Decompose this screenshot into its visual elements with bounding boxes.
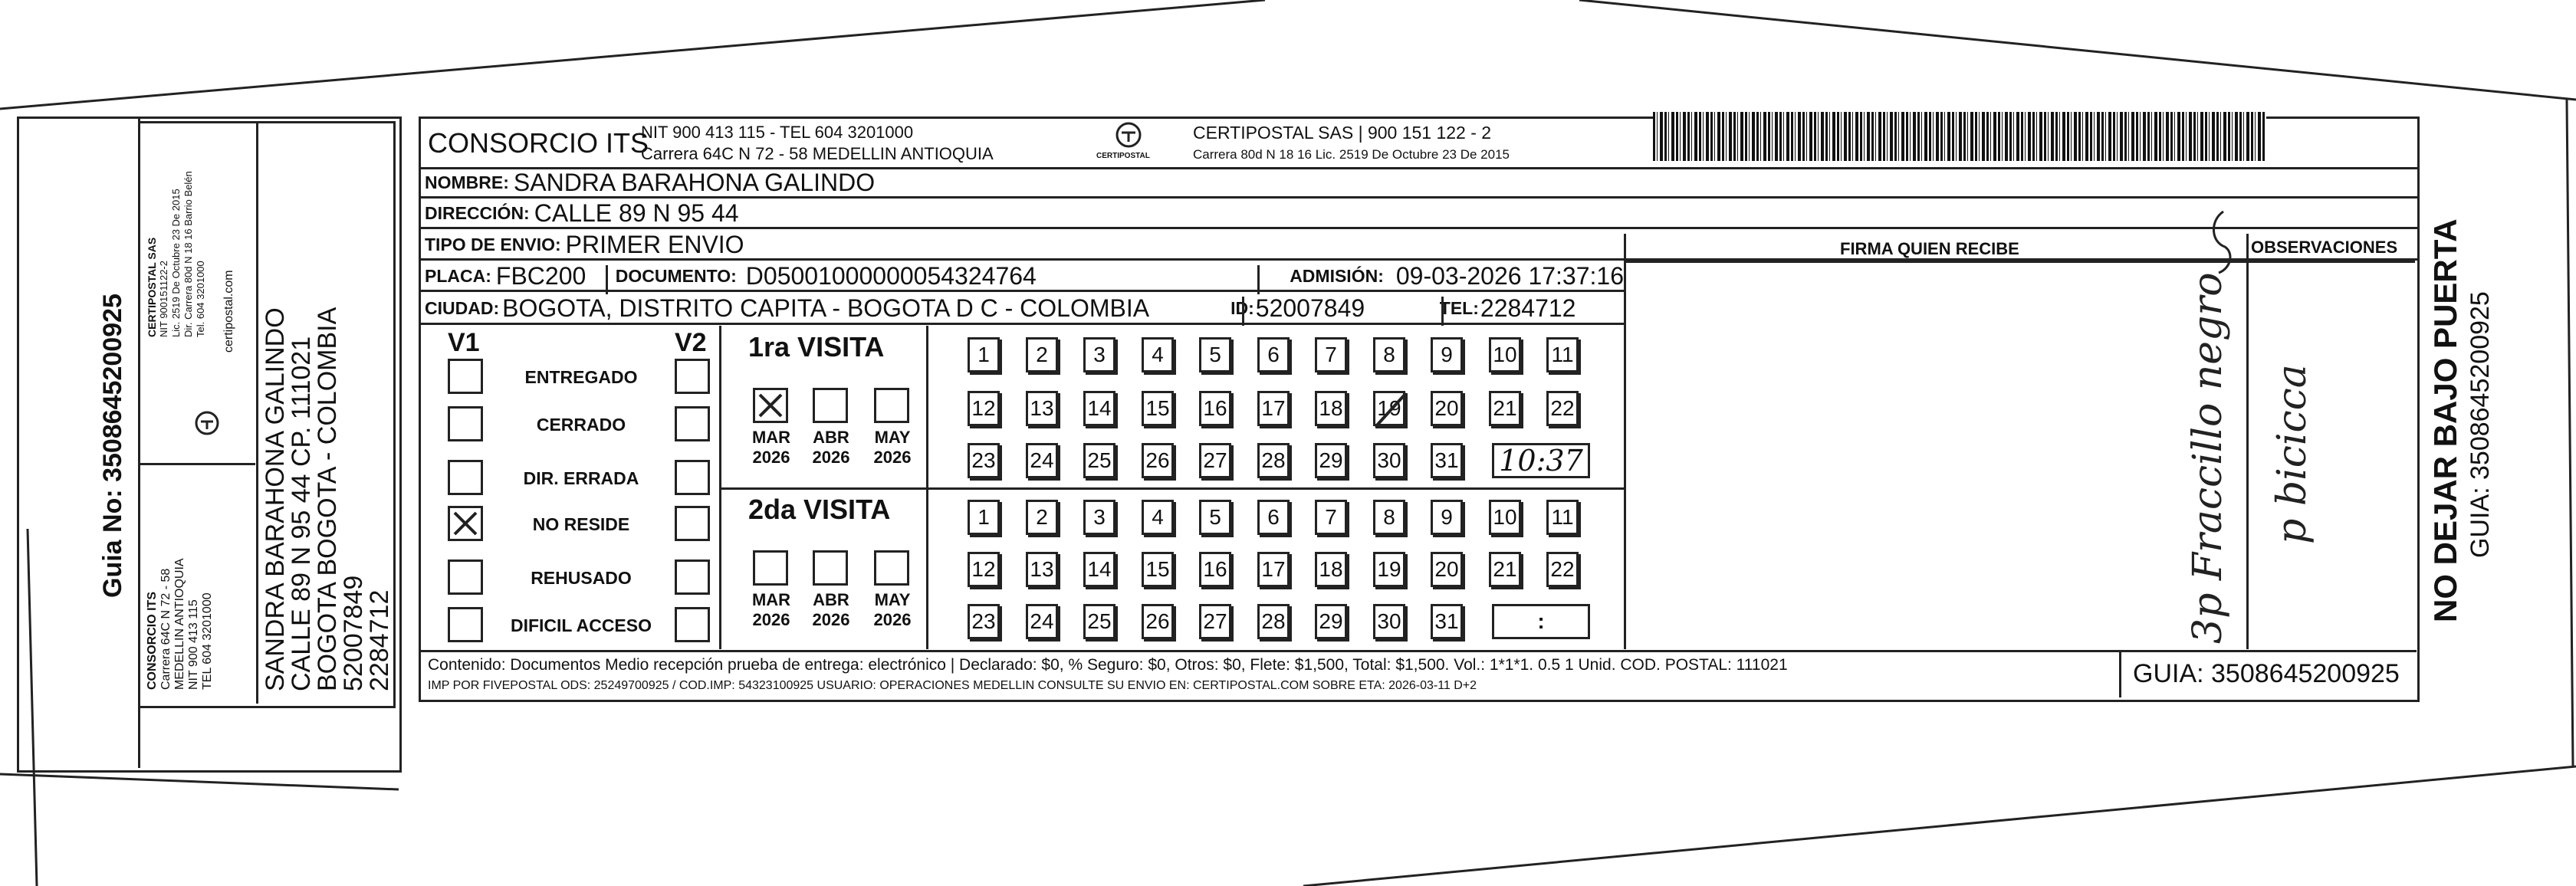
company-name: CONSORCIO ITS bbox=[428, 127, 649, 159]
footer-guia: GUIA: 3508645200925 bbox=[2133, 659, 2400, 688]
v1-checkbox[interactable] bbox=[448, 506, 483, 541]
handwritten-stroke bbox=[2208, 207, 2239, 276]
day-box[interactable]: 4 bbox=[1142, 337, 1174, 372]
sender-line: CONSORCIO ITS bbox=[146, 591, 159, 690]
v1-heading: V1 bbox=[448, 328, 480, 357]
day-strike-mark bbox=[1372, 390, 1409, 435]
day-box[interactable]: 1 bbox=[968, 500, 1000, 535]
envelope-address-divider bbox=[140, 463, 255, 465]
nombre-value: SANDRA BARAHONA GALINDO bbox=[513, 169, 876, 196]
day-box[interactable]: 27 bbox=[1199, 443, 1231, 478]
day-box[interactable]: 11 bbox=[1546, 500, 1579, 535]
second-visit-time[interactable]: : bbox=[1492, 604, 1590, 639]
month-year: 2026 bbox=[812, 610, 850, 629]
month-name: MAY bbox=[874, 590, 911, 609]
month-checkbox[interactable] bbox=[753, 550, 788, 586]
placa-value: FBC200 bbox=[495, 262, 586, 290]
documento-value: D05001000000054324764 bbox=[745, 262, 1037, 290]
footer-contenido: Contenido: Documentos Medio recepción prueba de entrega: electrónico | Declarado: $0, % Seguro: $0, Otros: $0, Flete: $1,500, Total: $1,500. Vol.: 1*1*1. 0.5 1 Unid. COD. POSTAL: 111021 bbox=[428, 656, 1788, 674]
day-box[interactable]: 16 bbox=[1199, 391, 1231, 426]
sender-line: Carrera 64C N 72 - 58 bbox=[159, 568, 172, 690]
row-placa bbox=[420, 263, 1624, 292]
courier-line: Tel. 604 3201000 bbox=[195, 261, 206, 337]
handwritten-note-1: 3p Fraccillo negro bbox=[2185, 272, 2231, 644]
observaciones-divider bbox=[2246, 234, 2249, 649]
day-box[interactable]: 8 bbox=[1373, 337, 1405, 372]
v1-checkbox[interactable] bbox=[448, 607, 483, 642]
v2-checkbox[interactable] bbox=[675, 460, 710, 495]
tipo-label: TIPO DE ENVIO: bbox=[425, 235, 561, 254]
id-divider bbox=[1242, 297, 1244, 326]
nombre-label: NOMBRE: bbox=[425, 172, 509, 192]
reason-label: CERRADO bbox=[536, 415, 626, 435]
month-year: 2026 bbox=[873, 448, 912, 467]
reason-label: DIR. ERRADA bbox=[523, 468, 639, 488]
day-box[interactable]: 8 bbox=[1373, 500, 1405, 535]
day-box[interactable]: 24 bbox=[1026, 604, 1058, 639]
day-box[interactable]: 16 bbox=[1199, 552, 1231, 587]
month-label bbox=[868, 428, 917, 468]
admision-value: 09-03-2026 17:37:16 bbox=[1395, 262, 1624, 290]
day-box[interactable]: 1 bbox=[968, 337, 1000, 372]
day-box[interactable]: 6 bbox=[1257, 500, 1290, 535]
tipo-value: PRIMER ENVIO bbox=[565, 231, 744, 258]
courier-address: Carrera 80d N 18 16 Lic. 2519 De Octubre 23 De 2015 bbox=[1193, 147, 1510, 162]
side-guia-number: GUIA: 3508645200925 bbox=[2466, 291, 2495, 558]
day-box[interactable]: 7 bbox=[1315, 500, 1347, 535]
footer-imp: IMP POR FIVEPOSTAL ODS: 25249700925 / COD.IMP: 54323100925 USUARIO: OPERACIONES MEDELLIN CONSULTE SU ENVIO EN: CERTIPOSTAL.COM SOBRE ETA: 2026-03-11 D+2 bbox=[428, 679, 1477, 692]
fields-right-divider bbox=[1624, 234, 1626, 649]
day-box[interactable]: 4 bbox=[1142, 500, 1174, 535]
v2-checkbox[interactable] bbox=[675, 359, 710, 394]
day-box[interactable]: 25 bbox=[1083, 443, 1116, 478]
day-box[interactable]: 22 bbox=[1546, 391, 1579, 426]
courier-line: CERTIPOSTAL SAS bbox=[146, 237, 158, 337]
day-box[interactable]: 20 bbox=[1431, 391, 1463, 426]
day-box[interactable]: 19 bbox=[1373, 391, 1405, 426]
day-box[interactable]: 13 bbox=[1026, 391, 1058, 426]
courier-line: Dir. Carrera 80d N 18 16 Barrio Belén bbox=[182, 171, 194, 337]
month-label bbox=[747, 590, 796, 630]
day-box[interactable]: 29 bbox=[1315, 443, 1347, 478]
day-box[interactable]: 5 bbox=[1199, 500, 1231, 535]
day-box[interactable]: 23 bbox=[968, 604, 1000, 639]
first-visit-time[interactable]: 10:37 bbox=[1492, 443, 1590, 478]
tel-divider bbox=[1441, 297, 1444, 326]
day-box[interactable]: 30 bbox=[1373, 604, 1405, 639]
signature-header-line bbox=[1625, 261, 2415, 263]
day-box[interactable]: 2 bbox=[1026, 337, 1058, 372]
admision-label: ADMISIÓN: bbox=[1290, 266, 1384, 286]
month-name: MAR bbox=[751, 590, 791, 609]
certipostal-logo-icon bbox=[190, 406, 224, 440]
company-address: Carrera 64C N 72 - 58 MEDELLIN ANTIOQUIA bbox=[641, 144, 994, 163]
recipient-line: CALLE 89 N 95 44 CP. 111021 bbox=[287, 336, 316, 691]
tel-label: TEL: bbox=[1439, 298, 1479, 318]
month-label bbox=[868, 590, 917, 630]
reason-label: ENTREGADO bbox=[524, 367, 638, 387]
day-box[interactable]: 19 bbox=[1373, 552, 1405, 587]
admision-divider bbox=[1257, 265, 1260, 294]
courier-line: NIT 900151122-2 bbox=[158, 261, 169, 337]
day-box[interactable]: 7 bbox=[1315, 337, 1347, 372]
day-box[interactable]: 28 bbox=[1257, 443, 1290, 478]
placa-divider bbox=[606, 265, 608, 294]
row-nombre bbox=[420, 167, 2418, 199]
v2-checkbox[interactable] bbox=[675, 506, 710, 541]
recipient-line: SANDRA BARAHONA GALINDO bbox=[261, 307, 290, 691]
courier-name: CERTIPOSTAL SAS | 900 151 122 - 2 bbox=[1193, 123, 1492, 143]
day-box[interactable]: 17 bbox=[1257, 391, 1290, 426]
month-checkbox[interactable] bbox=[753, 388, 788, 423]
day-box[interactable]: 21 bbox=[1489, 552, 1521, 587]
footer-top-line bbox=[420, 650, 2417, 652]
day-box[interactable]: 2 bbox=[1026, 500, 1058, 535]
day-box[interactable]: 26 bbox=[1142, 443, 1174, 478]
day-box[interactable]: 30 bbox=[1373, 443, 1405, 478]
month-year: 2026 bbox=[752, 610, 790, 629]
day-box[interactable]: 10 bbox=[1489, 500, 1521, 535]
sender-line: TEL 604 3201000 bbox=[201, 592, 214, 690]
observaciones-label: OBSERVACIONES bbox=[2251, 238, 2398, 257]
envelope-guia-number: Guia No: 3508645200925 bbox=[98, 294, 127, 598]
id-label: ID: bbox=[1230, 298, 1254, 318]
v1-checkbox[interactable] bbox=[448, 406, 483, 441]
no-dejar-bajo-puerta: NO DEJAR BAJO PUERTA bbox=[2427, 218, 2463, 622]
company-nit: NIT 900 413 115 - TEL 604 3201000 bbox=[641, 123, 914, 142]
day-box[interactable]: 25 bbox=[1083, 604, 1116, 639]
month-name: ABR bbox=[813, 428, 849, 447]
day-box[interactable]: 18 bbox=[1315, 552, 1347, 587]
reason-label: NO RESIDE bbox=[532, 514, 630, 534]
day-box[interactable]: 17 bbox=[1257, 552, 1290, 587]
month-label bbox=[807, 590, 856, 630]
day-box[interactable]: 14 bbox=[1083, 391, 1116, 426]
direccion-label: DIRECCIÓN: bbox=[425, 203, 530, 223]
v2-checkbox[interactable] bbox=[675, 607, 710, 642]
day-box[interactable]: 31 bbox=[1431, 604, 1463, 639]
day-box[interactable]: 21 bbox=[1489, 391, 1521, 426]
month-checkbox[interactable] bbox=[874, 550, 909, 586]
day-box[interactable]: 9 bbox=[1431, 337, 1463, 372]
second-visit-title: 2da VISITA bbox=[748, 494, 891, 525]
ciudad-label: CIUDAD: bbox=[425, 298, 500, 318]
day-box[interactable]: 9 bbox=[1431, 500, 1463, 535]
month-label bbox=[747, 428, 796, 468]
v2-checkbox[interactable] bbox=[675, 406, 710, 441]
month-name: MAY bbox=[874, 428, 911, 447]
day-box[interactable]: 11 bbox=[1546, 337, 1579, 372]
courier-web: certipostal.com bbox=[222, 270, 235, 353]
v1-checkbox[interactable] bbox=[448, 559, 483, 595]
certipostal-logo-icon bbox=[1113, 120, 1144, 150]
visits-divider bbox=[721, 487, 1624, 490]
day-box[interactable]: 6 bbox=[1257, 337, 1290, 372]
day-box[interactable]: 15 bbox=[1142, 391, 1174, 426]
recipient-line: 2284712 bbox=[365, 589, 394, 691]
day-box[interactable]: 27 bbox=[1199, 604, 1231, 639]
recipient-line: BOGOTA BOGOTA - COLOMBIA bbox=[313, 307, 342, 691]
day-box[interactable]: 3 bbox=[1083, 337, 1116, 372]
day-box[interactable]: 22 bbox=[1546, 552, 1579, 587]
row-direccion bbox=[420, 200, 2418, 229]
day-box[interactable]: 26 bbox=[1142, 604, 1174, 639]
sender-line: MEDELLIN ANTIOQUIA bbox=[173, 558, 186, 690]
day-box[interactable]: 12 bbox=[968, 552, 1000, 587]
month-name: MAR bbox=[751, 428, 791, 447]
day-box[interactable]: 12 bbox=[968, 391, 1000, 426]
month-checkbox[interactable] bbox=[874, 388, 909, 423]
month-year: 2026 bbox=[873, 610, 912, 629]
month-year: 2026 bbox=[752, 448, 790, 467]
day-box[interactable]: 23 bbox=[968, 443, 1000, 478]
day-box[interactable]: 3 bbox=[1083, 500, 1116, 535]
v1-checkbox[interactable] bbox=[448, 359, 483, 394]
month-name: ABR bbox=[813, 590, 849, 609]
reason-label: DIFICIL ACCESO bbox=[510, 615, 652, 635]
sender-line: NIT 900 413 115 bbox=[187, 599, 200, 690]
day-box[interactable]: 20 bbox=[1431, 552, 1463, 587]
day-box[interactable]: 13 bbox=[1026, 552, 1058, 587]
handwritten-note-2: p bicicca bbox=[2269, 364, 2315, 544]
reason-label: REHUSADO bbox=[531, 568, 632, 588]
ciudad-value: BOGOTA, DISTRITO CAPITA - BOGOTA D C - COLOMBIA bbox=[502, 294, 1150, 322]
day-box[interactable]: 5 bbox=[1199, 337, 1231, 372]
firma-label: FIRMA QUIEN RECIBE bbox=[1840, 239, 2019, 258]
month-year: 2026 bbox=[812, 448, 850, 467]
envelope-address-column-divider bbox=[256, 121, 258, 704]
placa-label: PLACA: bbox=[425, 266, 491, 286]
day-box[interactable]: 31 bbox=[1431, 443, 1463, 478]
day-box[interactable]: 28 bbox=[1257, 604, 1290, 639]
month-label bbox=[807, 428, 856, 468]
direccion-value: CALLE 89 N 95 44 bbox=[534, 199, 739, 227]
month-checkbox[interactable] bbox=[813, 550, 848, 586]
tel-value: 2284712 bbox=[1480, 294, 1576, 322]
recipient-line: 52007849 bbox=[339, 575, 368, 691]
barcode bbox=[1653, 112, 2266, 161]
month-checkbox[interactable] bbox=[813, 388, 848, 423]
day-box[interactable]: 18 bbox=[1315, 391, 1347, 426]
row-tipo-envio bbox=[420, 231, 2418, 261]
day-box[interactable]: 10 bbox=[1489, 337, 1521, 372]
logo-caption: CERTIPOSTAL bbox=[1096, 152, 1150, 160]
v2-heading: V2 bbox=[675, 328, 707, 357]
v1-checkbox[interactable] bbox=[448, 460, 483, 495]
courier-line: Lic. 2519 De Octubre 23 De 2015 bbox=[170, 189, 182, 337]
id-value: 52007849 bbox=[1255, 294, 1365, 322]
documento-label: DOCUMENTO: bbox=[615, 266, 737, 286]
footer-divider bbox=[2119, 651, 2121, 697]
first-visit-title: 1ra VISITA bbox=[748, 331, 885, 363]
day-box[interactable]: 15 bbox=[1142, 552, 1174, 587]
day-box[interactable]: 29 bbox=[1315, 604, 1347, 639]
day-box[interactable]: 14 bbox=[1083, 552, 1116, 587]
day-box[interactable]: 24 bbox=[1026, 443, 1058, 478]
v2-checkbox[interactable] bbox=[675, 559, 710, 595]
